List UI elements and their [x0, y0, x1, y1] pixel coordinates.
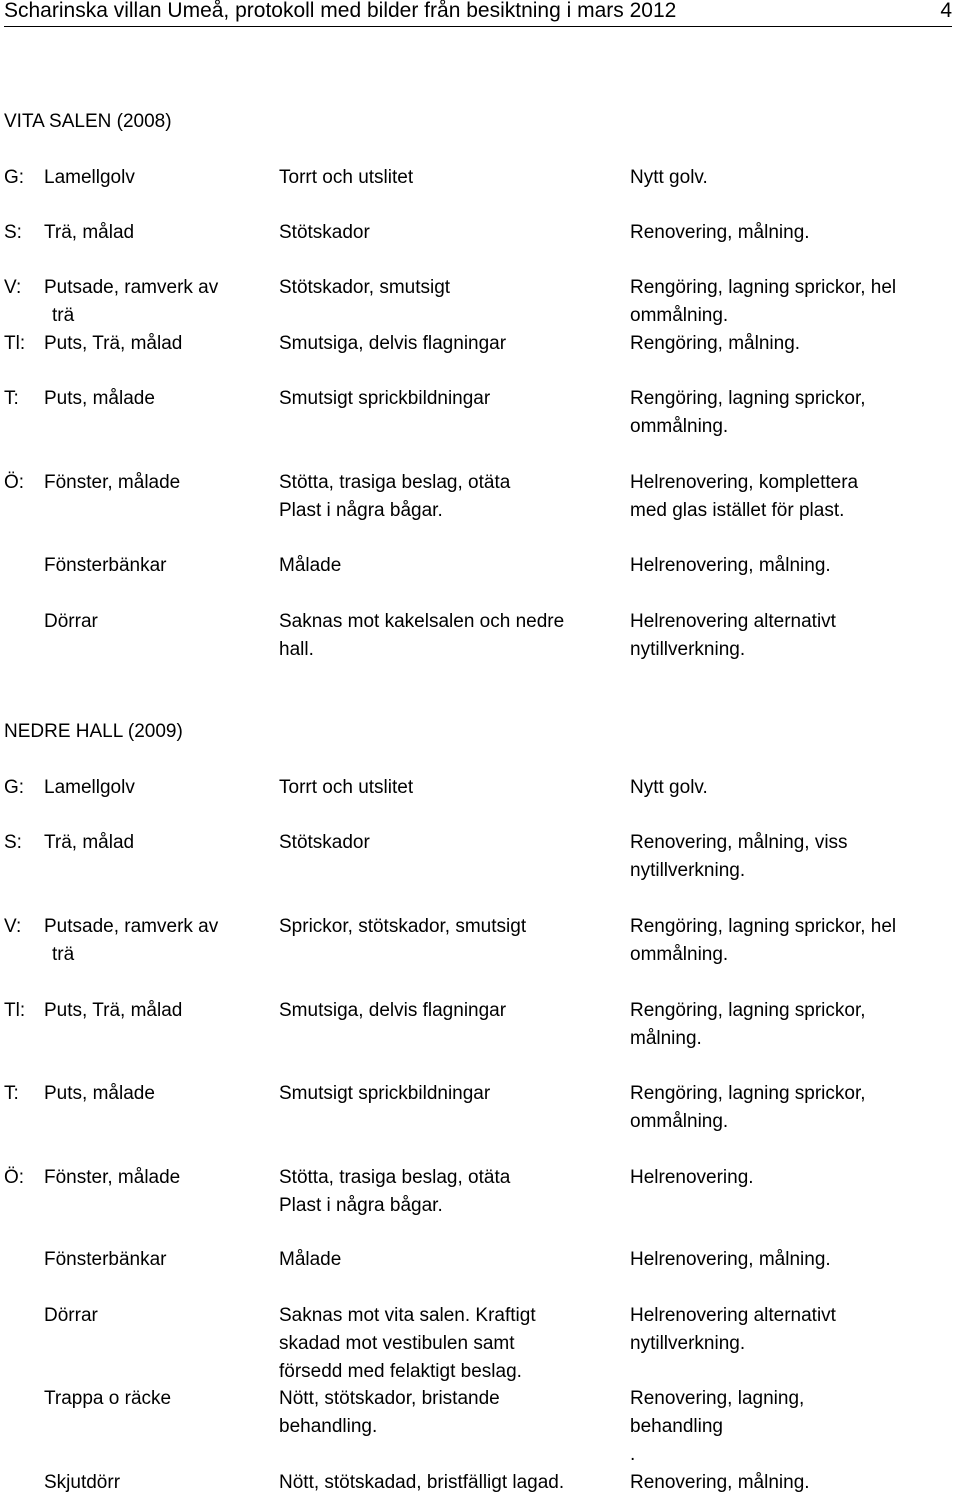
action-cell	[630, 829, 950, 885]
action-cell-line: Rengöring, lagning sprickor,	[630, 1083, 866, 1104]
material-cell-line: Fönster, målade	[44, 1167, 181, 1188]
material-cell-line: Fönsterbänkar	[44, 1249, 167, 1270]
material-cell-line: Fönsterbänkar	[44, 555, 167, 576]
condition-cell-line: Stötskador, smutsigt	[279, 277, 451, 298]
action-cell	[630, 997, 950, 1053]
row-code: Tl:	[4, 1000, 26, 1021]
condition-cell	[279, 997, 619, 1025]
material-cell	[44, 219, 274, 247]
action-cell-line: Helrenovering, målning.	[630, 555, 831, 576]
action-cell-line: Helrenovering, målning.	[630, 1249, 831, 1270]
condition-cell	[279, 608, 619, 664]
action-cell-line: Rengöring, lagning sprickor,	[630, 1000, 866, 1021]
condition-cell-line: Smutsigt sprickbildningar	[279, 388, 491, 409]
row-code: Ö:	[4, 1167, 25, 1188]
material-cell-line: Fönster, målade	[44, 472, 181, 493]
row-code: V:	[4, 916, 22, 937]
condition-cell-line: Nött, stötskadad, bristfälligt lagad.	[279, 1472, 565, 1493]
row-code: Ö:	[4, 472, 25, 493]
condition-cell	[279, 774, 619, 802]
material-cell-line: Dörrar	[44, 611, 98, 632]
action-cell-line: Renovering, målning.	[630, 1472, 810, 1493]
condition-cell-line: Smutsiga, delvis flagningar	[279, 333, 507, 354]
condition-cell-line: Målade	[279, 1249, 342, 1270]
condition-cell	[279, 164, 619, 192]
material-cell-line: Puts, Trä, målad	[44, 1000, 183, 1021]
condition-cell-line: försedd med felaktigt beslag.	[279, 1361, 522, 1382]
condition-cell-line: Stötskador	[279, 832, 370, 853]
action-cell	[630, 330, 950, 358]
action-cell	[630, 608, 950, 664]
material-cell-line: Lamellgolv	[44, 167, 135, 188]
condition-cell-line: Saknas mot vita salen. Kraftigt	[279, 1305, 536, 1326]
material-cell	[44, 1080, 274, 1108]
document-title: Scharinska villan Umeå, protokoll med bilder från besiktning i mars 2012	[4, 0, 677, 22]
action-cell-line: ommålning.	[630, 305, 729, 326]
material-cell	[44, 552, 274, 580]
condition-cell-line: Nött, stötskador, bristande	[279, 1388, 500, 1409]
action-cell-line: Rengöring, lagning sprickor, hel	[630, 277, 897, 298]
condition-cell-line: Stötta, trasiga beslag, otäta	[279, 1167, 511, 1188]
material-cell-line: Lamellgolv	[44, 777, 135, 798]
condition-cell	[279, 219, 619, 247]
material-cell-line: Trä, målad	[44, 222, 135, 243]
action-cell-line: Rengöring, målning.	[630, 333, 801, 354]
action-cell-line: Renovering, målning.	[630, 222, 810, 243]
material-cell	[44, 1246, 274, 1274]
condition-cell-line: Stötskador	[279, 222, 370, 243]
page-header	[4, 0, 952, 27]
condition-cell	[279, 1164, 619, 1220]
material-cell	[44, 1164, 274, 1192]
action-cell	[630, 274, 950, 330]
action-cell-line: behandling	[630, 1416, 723, 1437]
condition-cell-line: hall.	[279, 639, 314, 660]
action-cell	[630, 1469, 950, 1497]
row-code: T:	[4, 1083, 19, 1104]
action-cell	[630, 913, 950, 969]
action-cell-line: Nytt golv.	[630, 777, 708, 798]
condition-cell-line: Målade	[279, 555, 342, 576]
condition-cell	[279, 469, 619, 525]
condition-cell	[279, 1469, 619, 1497]
material-cell	[44, 997, 274, 1025]
row-code: S:	[4, 222, 22, 243]
action-cell-line: Helrenovering alternativt	[630, 1305, 836, 1326]
material-cell	[44, 469, 274, 497]
row-code: Tl:	[4, 333, 26, 354]
material-cell-line: Trä, målad	[44, 832, 135, 853]
condition-cell-line: Saknas mot kakelsalen och nedre	[279, 611, 565, 632]
material-cell	[44, 1302, 274, 1330]
material-cell-line: Skjutdörr	[44, 1472, 121, 1493]
action-cell	[630, 1080, 950, 1136]
material-cell	[44, 164, 274, 192]
material-cell-line: trä	[52, 305, 75, 326]
condition-cell	[279, 829, 619, 857]
material-cell	[44, 385, 274, 413]
action-cell-line: Renovering, lagning,	[630, 1388, 805, 1409]
condition-cell	[279, 1302, 619, 1386]
condition-cell	[279, 552, 619, 580]
action-cell-line: Nytt golv.	[630, 167, 708, 188]
action-cell	[630, 552, 950, 580]
action-cell-line: Rengöring, lagning sprickor, hel	[630, 916, 897, 937]
action-cell	[630, 219, 950, 247]
material-cell-line: Puts, målade	[44, 1083, 155, 1104]
condition-cell-line: skadad mot vestibulen samt	[279, 1333, 515, 1354]
material-cell	[44, 1385, 274, 1413]
material-cell	[44, 608, 274, 636]
condition-cell-line: Stötta, trasiga beslag, otäta	[279, 472, 511, 493]
condition-cell-line: Plast i några bågar.	[279, 500, 443, 521]
condition-cell-line: Smutsigt sprickbildningar	[279, 1083, 491, 1104]
action-cell	[630, 385, 950, 441]
condition-cell-line: Sprickor, stötskador, smutsigt	[279, 916, 527, 937]
condition-cell	[279, 385, 619, 413]
action-cell-line: .	[630, 1444, 636, 1465]
action-cell-line: ommålning.	[630, 944, 729, 965]
material-cell-line: Trappa o räcke	[44, 1388, 172, 1409]
row-code: T:	[4, 388, 19, 409]
action-cell	[630, 164, 950, 192]
section-title: VITA SALEN (2008)	[4, 111, 172, 132]
condition-cell	[279, 1246, 619, 1274]
action-cell	[630, 774, 950, 802]
action-cell-line: nytillverkning.	[630, 639, 746, 660]
action-cell-line: Helrenovering.	[630, 1167, 754, 1188]
condition-cell	[279, 913, 619, 941]
material-cell-line: Puts, målade	[44, 388, 155, 409]
action-cell-line: nytillverkning.	[630, 1333, 746, 1354]
material-cell-line: trä	[52, 944, 75, 965]
action-cell-line: Helrenovering, komplettera	[630, 472, 859, 493]
material-cell	[44, 913, 274, 969]
condition-cell	[279, 330, 619, 358]
action-cell-line: ommålning.	[630, 416, 729, 437]
row-code: V:	[4, 277, 22, 298]
material-cell-line: Putsade, ramverk av	[44, 277, 219, 298]
condition-cell-line: Smutsiga, delvis flagningar	[279, 1000, 507, 1021]
condition-cell-line: Torrt och utslitet	[279, 167, 414, 188]
action-cell	[630, 1302, 950, 1358]
action-cell-line: Rengöring, lagning sprickor,	[630, 388, 866, 409]
section-title: NEDRE HALL (2009)	[4, 721, 183, 742]
action-cell	[630, 469, 950, 525]
page-number: 4	[940, 0, 952, 22]
row-code: G:	[4, 777, 25, 798]
action-cell-line: Renovering, målning, viss	[630, 832, 848, 853]
condition-cell-line: behandling.	[279, 1416, 378, 1437]
action-cell-line: ommålning.	[630, 1111, 729, 1132]
condition-cell	[279, 1385, 619, 1441]
action-cell-line: med glas istället för plast.	[630, 500, 845, 521]
material-cell	[44, 274, 274, 330]
row-code: S:	[4, 832, 22, 853]
material-cell	[44, 1469, 274, 1497]
material-cell-line: Putsade, ramverk av	[44, 916, 219, 937]
material-cell	[44, 330, 274, 358]
action-cell	[630, 1385, 950, 1469]
material-cell	[44, 774, 274, 802]
condition-cell	[279, 274, 619, 302]
action-cell-line: målning.	[630, 1028, 702, 1049]
material-cell-line: Dörrar	[44, 1305, 98, 1326]
material-cell	[44, 829, 274, 857]
condition-cell-line: Plast i några bågar.	[279, 1195, 443, 1216]
action-cell-line: nytillverkning.	[630, 860, 746, 881]
action-cell	[630, 1246, 950, 1274]
material-cell-line: Puts, Trä, målad	[44, 333, 183, 354]
action-cell-line: Helrenovering alternativt	[630, 611, 836, 632]
row-code: G:	[4, 167, 25, 188]
condition-cell-line: Torrt och utslitet	[279, 777, 414, 798]
action-cell	[630, 1164, 950, 1192]
condition-cell	[279, 1080, 619, 1108]
